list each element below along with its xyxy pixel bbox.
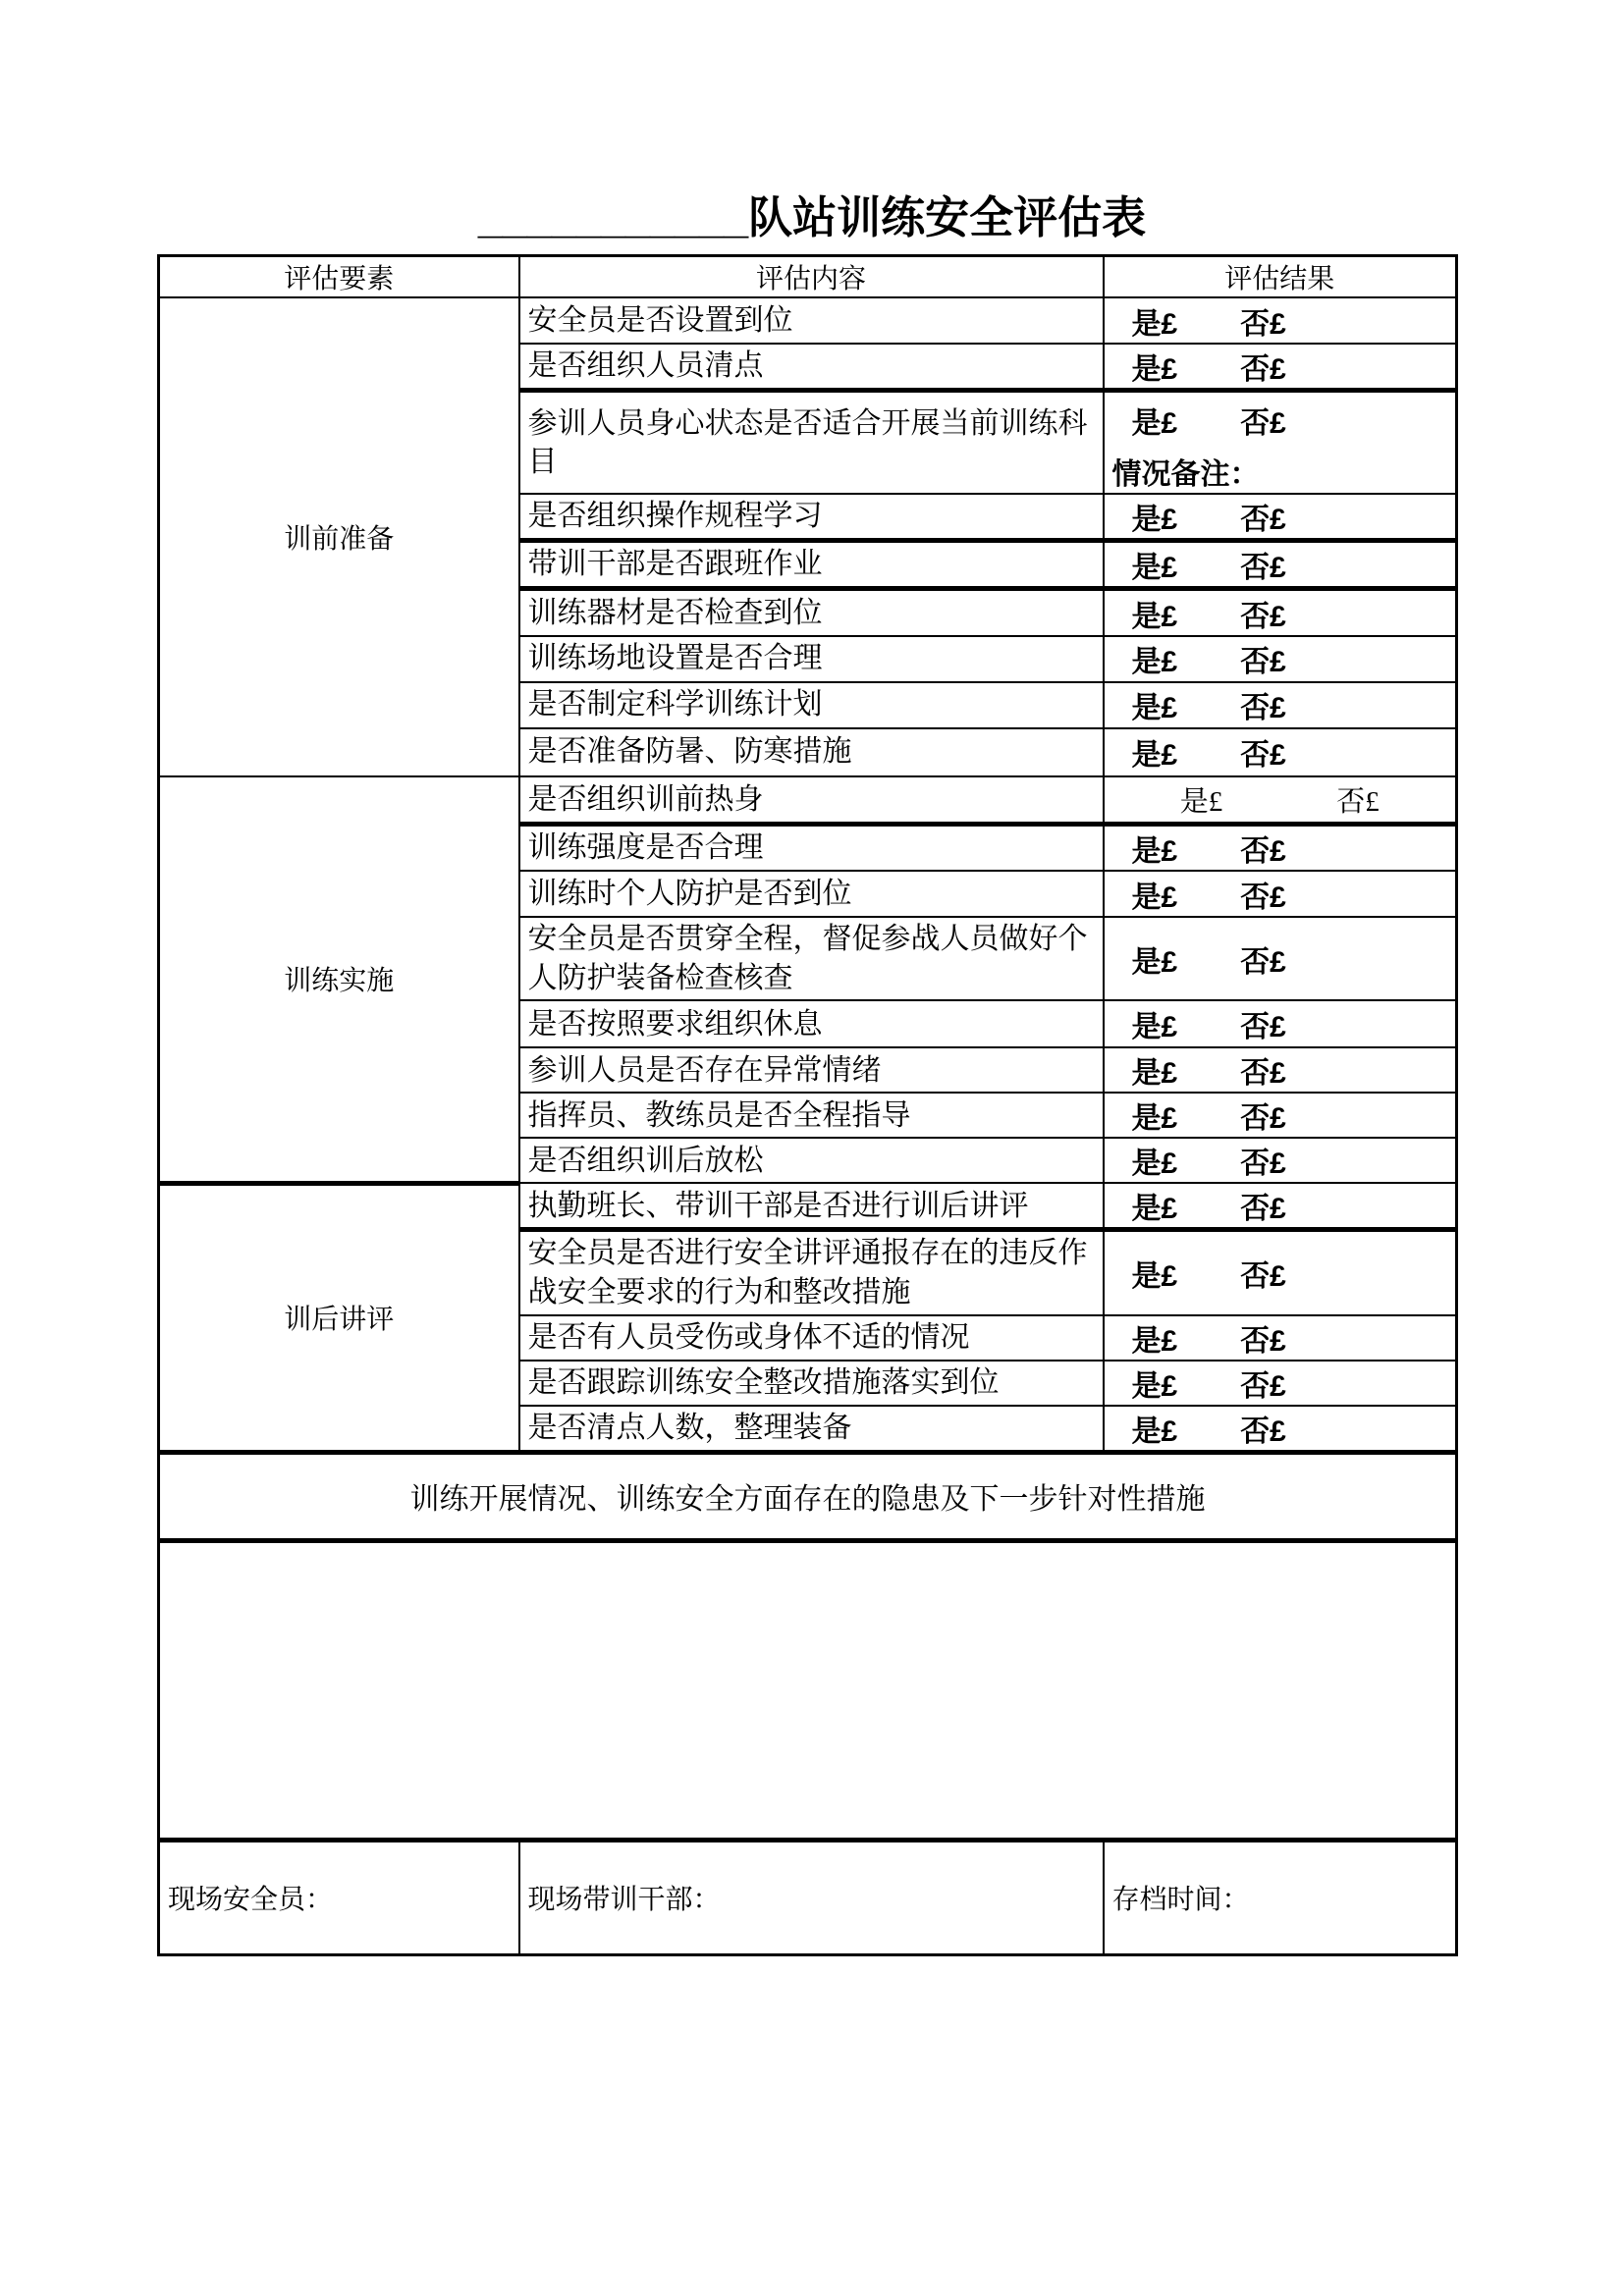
assessment-table xyxy=(157,254,1458,1955)
result-cell xyxy=(1104,1093,1457,1138)
section-label-post-training-review: 训后讲评 xyxy=(159,1183,519,1452)
no-checkbox: 否£ xyxy=(1240,1011,1286,1044)
row-content: 训练强度是否合理 xyxy=(519,825,1104,872)
footer-row xyxy=(159,1840,1457,1954)
notes-area xyxy=(159,1540,1457,1840)
row-content: 是否清点人数，整理装备 xyxy=(519,1406,1104,1453)
result-cell xyxy=(1104,297,1457,344)
header-row xyxy=(159,256,1457,298)
title-blank-underline: ___________ xyxy=(477,192,749,242)
header-cell-factor: 评估要素 xyxy=(159,256,519,298)
result-cell xyxy=(1104,1406,1457,1453)
header-cell-result: 评估结果 xyxy=(1104,256,1457,298)
no-checkbox: 否£ xyxy=(1240,307,1286,341)
row-content: 训练时个人防护是否到位 xyxy=(519,871,1104,917)
row-content: 是否有人员受伤或身体不适的情况 xyxy=(519,1315,1104,1361)
result-cell xyxy=(1104,1138,1457,1183)
no-checkbox: 否£ xyxy=(1240,1102,1286,1136)
result-cell xyxy=(1104,391,1457,495)
result-cell xyxy=(1104,344,1457,391)
row-content: 指挥员、教练员是否全程指导 xyxy=(519,1093,1104,1138)
yes-checkbox: 是£ xyxy=(1131,1369,1178,1403)
row-content: 是否制定科学训练计划 xyxy=(519,682,1104,728)
row-content: 是否组织操作规程学习 xyxy=(519,494,1104,541)
yes-checkbox: 是£ xyxy=(1131,1193,1178,1226)
section-label-training-execution: 训练实施 xyxy=(159,776,519,1184)
table-row xyxy=(159,1183,1457,1230)
yes-checkbox: 是£ xyxy=(1131,1011,1178,1044)
no-checkbox: 否£ xyxy=(1240,1193,1286,1226)
row-content: 执勤班长、带训干部是否进行训后讲评 xyxy=(519,1183,1104,1230)
result-cell xyxy=(1104,1230,1457,1315)
yes-checkbox: 是£ xyxy=(1131,1415,1178,1448)
row-content: 参训人员身心状态是否适合开展当前训练科目 xyxy=(519,391,1104,495)
no-checkbox: 否£ xyxy=(1240,1148,1286,1181)
no-checkbox: 否£ xyxy=(1240,1415,1286,1448)
page-title xyxy=(0,0,1624,240)
training-cadre-label: 现场带训干部： xyxy=(519,1840,1104,1954)
result-cell xyxy=(1104,917,1457,1000)
title-text: 队站训练安全评估表 xyxy=(748,192,1147,242)
row-content: 安全员是否贯穿全程，督促参战人员做好个人防护装备检查核查 xyxy=(519,917,1104,1000)
no-checkbox: 否£ xyxy=(1240,600,1286,633)
row-content: 是否组织训后放松 xyxy=(519,1138,1104,1183)
yes-checkbox: 是£ xyxy=(1179,786,1223,818)
no-checkbox: 否£ xyxy=(1240,945,1286,979)
row-content: 安全员是否设置到位 xyxy=(519,297,1104,344)
table-row xyxy=(159,776,1457,825)
header-cell-content: 评估内容 xyxy=(519,256,1104,298)
yes-checkbox: 是£ xyxy=(1131,1260,1178,1294)
no-checkbox: 否£ xyxy=(1240,739,1286,773)
remark-label: 情况备注： xyxy=(1111,458,1260,492)
no-checkbox: 否£ xyxy=(1240,1324,1286,1358)
no-checkbox: 否£ xyxy=(1240,353,1286,387)
yes-checkbox: 是£ xyxy=(1131,407,1178,441)
no-checkbox: 否£ xyxy=(1240,835,1286,869)
yes-checkbox: 是£ xyxy=(1131,307,1178,341)
yes-checkbox: 是£ xyxy=(1131,1148,1178,1181)
result-cell xyxy=(1104,1047,1457,1093)
summary-heading-row xyxy=(159,1452,1457,1540)
no-checkbox: 否£ xyxy=(1336,786,1380,818)
yes-checkbox: 是£ xyxy=(1131,945,1178,979)
no-checkbox: 否£ xyxy=(1240,646,1286,679)
result-cell xyxy=(1104,1000,1457,1047)
row-content: 是否按照要求组织休息 xyxy=(519,1000,1104,1047)
result-cell xyxy=(1104,1361,1457,1406)
row-content: 参训人员是否存在异常情绪 xyxy=(519,1047,1104,1093)
row-content: 是否组织人员清点 xyxy=(519,344,1104,391)
row-content: 训练场地设置是否合理 xyxy=(519,636,1104,682)
yes-checkbox: 是£ xyxy=(1131,692,1178,725)
yes-checkbox: 是£ xyxy=(1131,881,1178,914)
notes-area-row xyxy=(159,1540,1457,1840)
archive-time-label: 存档时间： xyxy=(1104,1840,1457,1954)
result-cell xyxy=(1104,871,1457,917)
yes-checkbox: 是£ xyxy=(1131,646,1178,679)
yes-checkbox: 是£ xyxy=(1131,504,1178,537)
no-checkbox: 否£ xyxy=(1240,504,1286,537)
row-content: 训练器材是否检查到位 xyxy=(519,589,1104,636)
no-checkbox: 否£ xyxy=(1240,407,1286,441)
yes-checkbox: 是£ xyxy=(1131,600,1178,633)
yes-checkbox: 是£ xyxy=(1131,835,1178,869)
row-content: 是否准备防暑、防寒措施 xyxy=(519,728,1104,776)
yes-checkbox: 是£ xyxy=(1131,739,1178,773)
no-checkbox: 否£ xyxy=(1240,1260,1286,1294)
table-row xyxy=(159,297,1457,344)
result-cell xyxy=(1104,541,1457,589)
result-cell xyxy=(1104,825,1457,872)
yes-checkbox: 是£ xyxy=(1131,1102,1178,1136)
result-cell xyxy=(1104,589,1457,636)
row-content: 安全员是否进行安全讲评通报存在的违反作战安全要求的行为和整改措施 xyxy=(519,1230,1104,1315)
row-content: 是否跟踪训练安全整改措施落实到位 xyxy=(519,1361,1104,1406)
result-cell xyxy=(1104,682,1457,728)
result-cell xyxy=(1104,1315,1457,1361)
result-cell xyxy=(1104,728,1457,776)
safety-officer-label: 现场安全员： xyxy=(159,1840,519,1954)
summary-heading: 训练开展情况、训练安全方面存在的隐患及下一步针对性措施 xyxy=(159,1452,1457,1540)
no-checkbox: 否£ xyxy=(1240,1369,1286,1403)
result-cell xyxy=(1104,1183,1457,1230)
yes-checkbox: 是£ xyxy=(1131,552,1178,585)
row-content: 是否组织训前热身 xyxy=(519,776,1104,825)
no-checkbox: 否£ xyxy=(1240,692,1286,725)
no-checkbox: 否£ xyxy=(1240,1057,1286,1091)
row-content: 带训干部是否跟班作业 xyxy=(519,541,1104,589)
no-checkbox: 否£ xyxy=(1240,881,1286,914)
no-checkbox: 否£ xyxy=(1240,552,1286,585)
yes-checkbox: 是£ xyxy=(1131,353,1178,387)
yes-checkbox: 是£ xyxy=(1131,1324,1178,1358)
result-cell xyxy=(1104,636,1457,682)
yes-checkbox: 是£ xyxy=(1131,1057,1178,1091)
result-cell xyxy=(1104,494,1457,541)
section-label-pre-training: 训前准备 xyxy=(159,297,519,776)
result-cell xyxy=(1104,776,1457,825)
